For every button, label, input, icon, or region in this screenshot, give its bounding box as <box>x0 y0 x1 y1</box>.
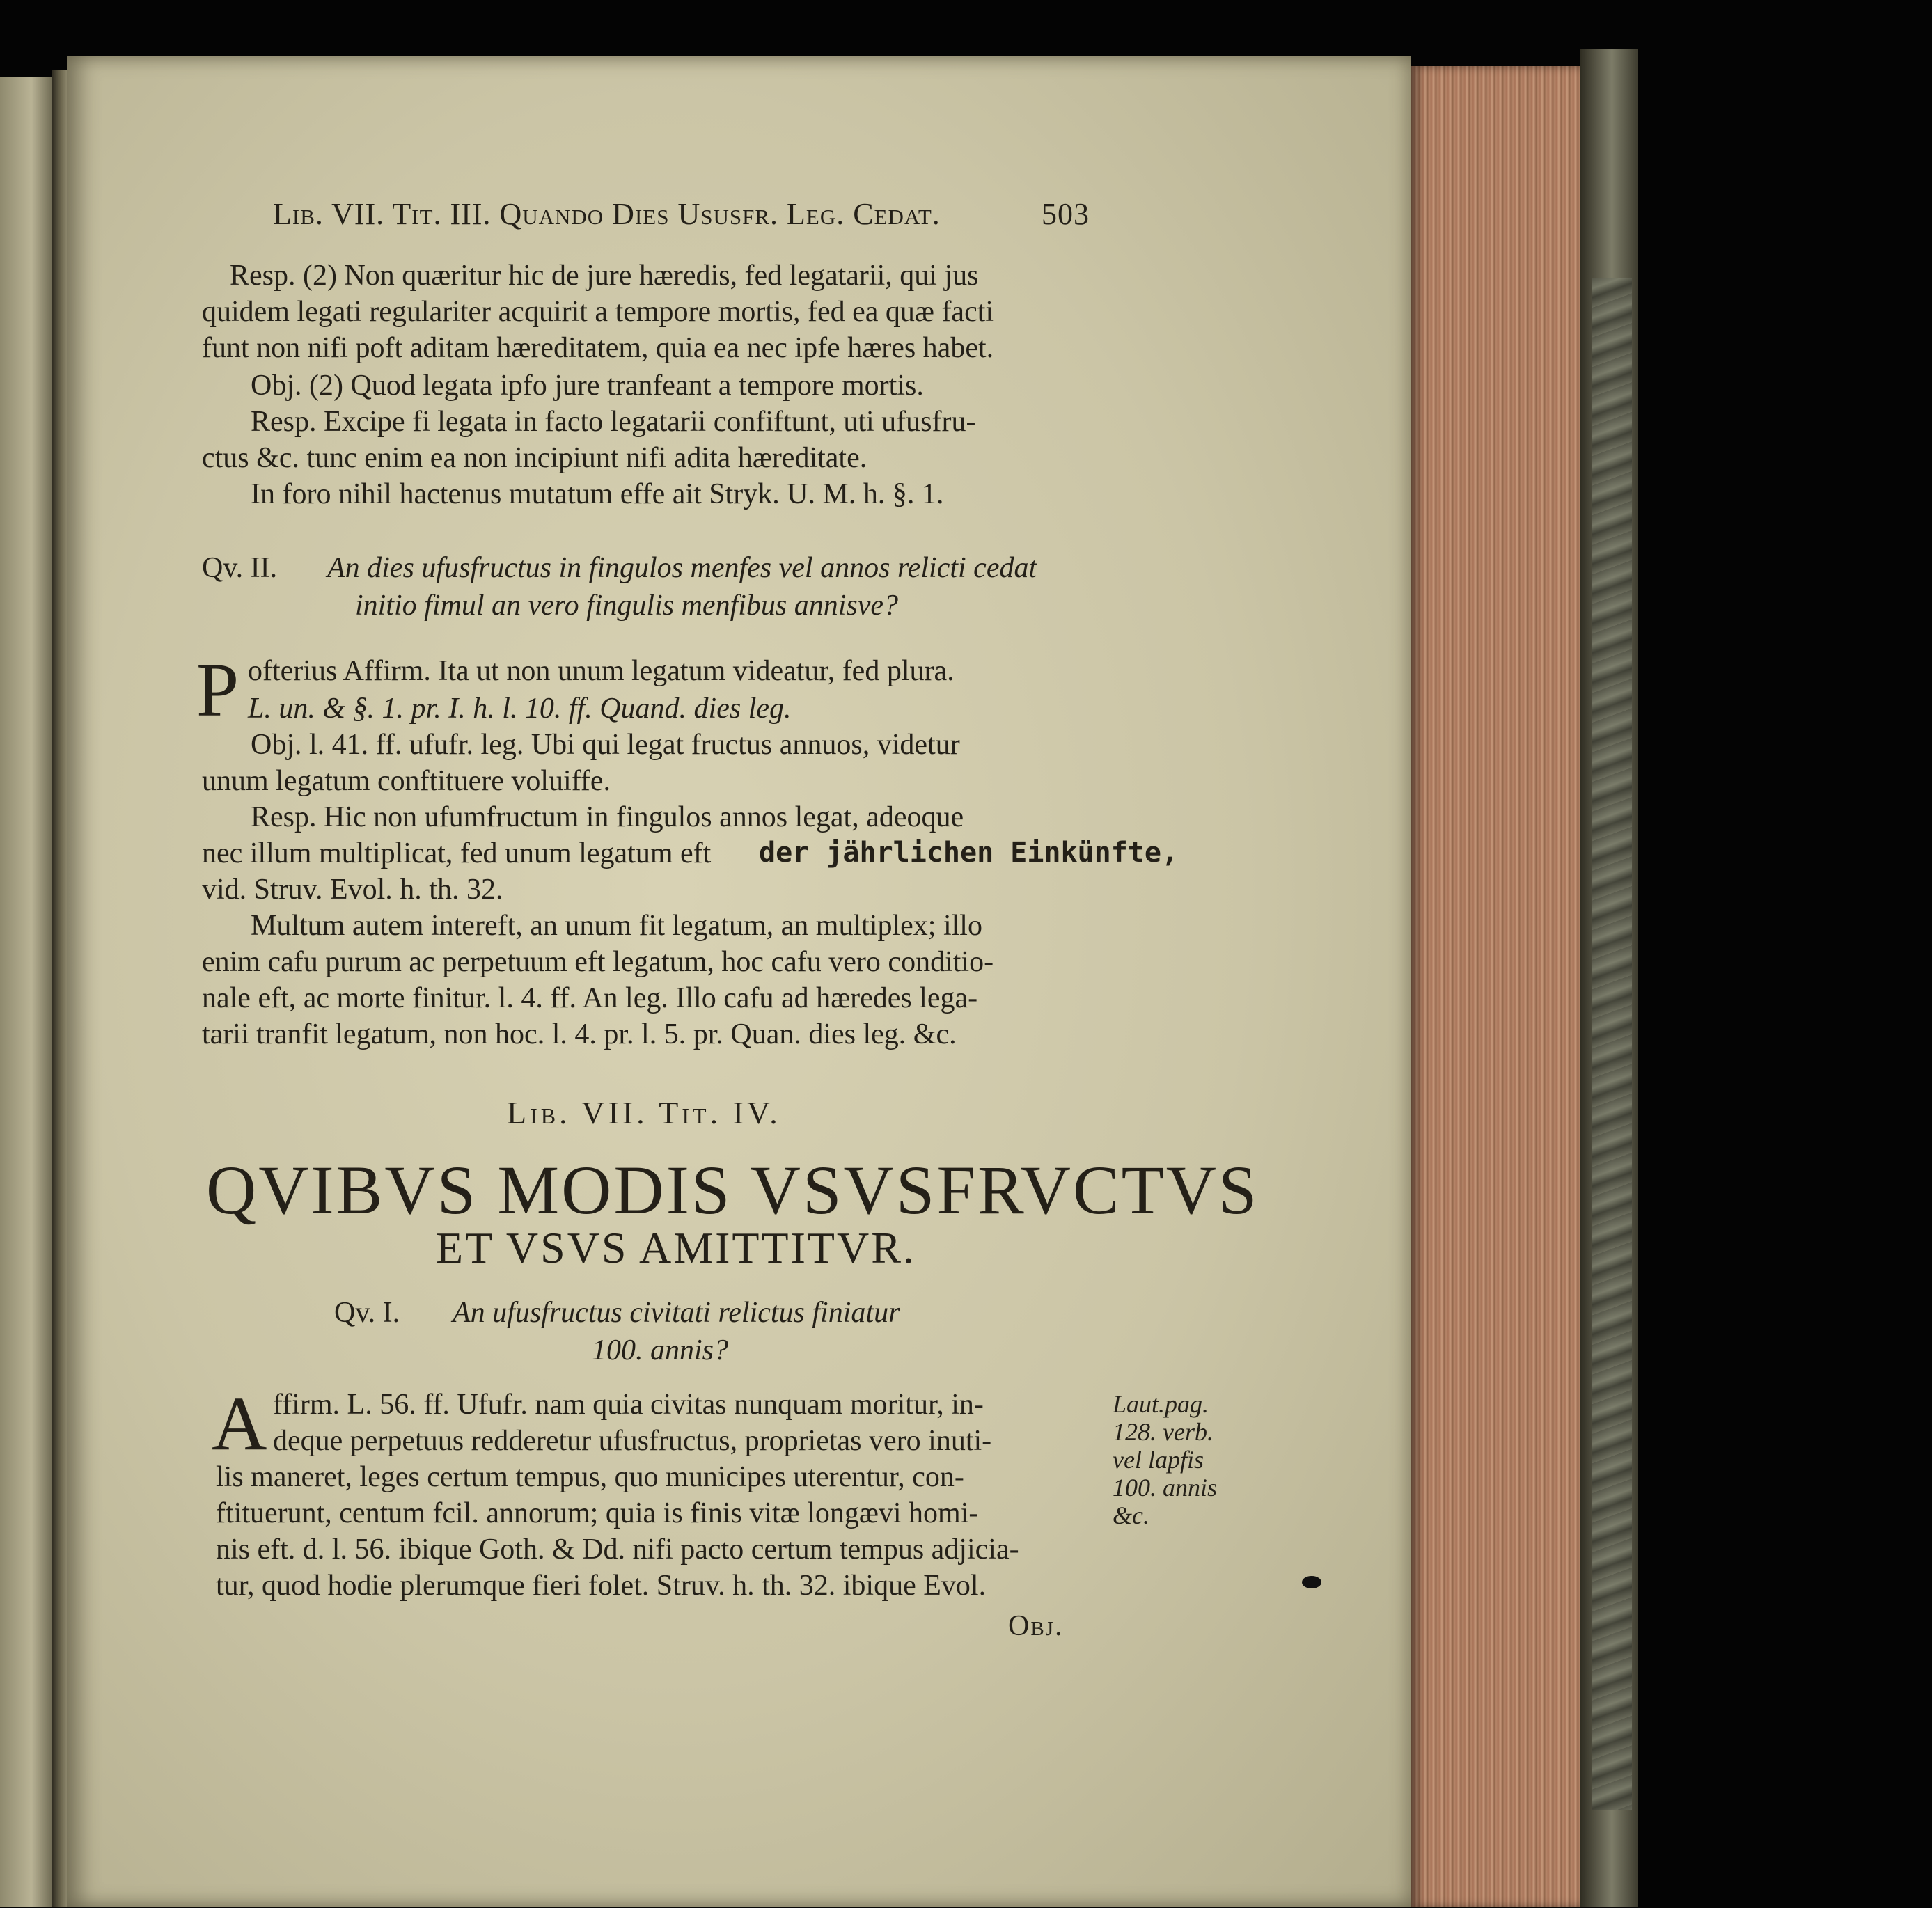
margin-note-line: 128. verb. <box>1113 1418 1214 1446</box>
question-text: 100. annis? <box>592 1334 729 1366</box>
drop-cap: A <box>212 1381 267 1466</box>
text-line: vid. Struv. Evol. h. th. 32. <box>202 874 503 906</box>
text-line: ffirm. L. 56. ff. Ufufr. nam quia civitas nunquam moritur, in- <box>273 1389 984 1421</box>
section-heading: Lib. VII. Tit. IV. <box>507 1095 781 1130</box>
text-line: Resp. (2) Non quæritur hic de jure hæredis, fed legatarii, qui jus <box>230 260 979 292</box>
section-title: QVIBVS MODIS VSVSFRVCTVS <box>206 1151 1259 1229</box>
page-edges <box>1411 66 1585 1907</box>
question-text: An dies ufusfructus in fingulos menfes vel annos relicti cedat <box>327 552 1037 584</box>
margin-note-line: vel lapfis <box>1113 1446 1204 1474</box>
text-line: nale eft, ac morte finitur. l. 4. ff. An leg. Illo cafu ad hæredes lega- <box>202 982 978 1014</box>
question-text: An ufusfructus civitati relictus finiatur <box>453 1297 900 1329</box>
text-line: ftituerunt, centum fcil. annorum; quia is finis vitæ longævi homi- <box>216 1497 979 1529</box>
text-line: nis eft. d. l. 56. ibique Goth. & Dd. nifi pacto certum tempus adjicia- <box>216 1534 1019 1566</box>
text-line: Obj. (2) Quod legata ipfo jure tranfeant a tempore mortis. <box>251 370 924 402</box>
cover-marbling <box>1592 278 1632 1810</box>
text-line: quidem legati regulariter acquirit a tempore mortis, fed ea quæ facti <box>202 296 994 328</box>
margin-note-line: Laut.pag. <box>1113 1390 1209 1418</box>
text-line: tur, quod hodie plerumque fieri folet. Struv. h. th. 32. ibique Evol. <box>216 1570 987 1602</box>
question-text: initio fimul an vero fingulis menfibus annisve? <box>355 590 899 622</box>
text-line: enim cafu purum ac perpetuum eft legatum, hoc cafu vero conditio- <box>202 946 994 978</box>
text-line: nec illum multiplicat, fed unum legatum eft <box>202 837 712 869</box>
catchword: Obj. <box>1008 1610 1064 1642</box>
text-line: lis maneret, leges certum tempus, quo municipes uterentur, con- <box>216 1461 964 1493</box>
text-line: Resp. Excipe fi legata in facto legatarii confiftunt, uti ufusfru- <box>251 406 976 438</box>
left-page-edge <box>0 77 57 1907</box>
margin-note-line: 100. annis <box>1113 1474 1218 1501</box>
page-number: 503 <box>1042 197 1090 231</box>
text-line: Obj. l. 41. ff. ufufr. leg. Ubi qui legat fructus annuos, videtur <box>251 729 960 761</box>
question-label: Qv. I. <box>334 1297 400 1329</box>
gothic-phrase: der jährlichen Einkünfte, <box>759 837 1179 869</box>
text-line: In foro nihil hactenus mutatum effe ait Stryk. U. M. h. §. 1. <box>251 478 944 510</box>
text-line: ofterius Affirm. Ita ut non unum legatum videatur, fed plura. <box>248 655 955 687</box>
text-line: funt non nifi poft aditam hæreditatem, quia ea nec ipfe hæres habet. <box>202 332 994 364</box>
text-line: unum legatum conftituere voluiffe. <box>202 765 611 797</box>
ink-spot <box>1302 1576 1321 1588</box>
question-label: Qv. II. <box>202 552 278 584</box>
running-title: Lib. VII. Tit. III. Quando Dies Ususfr. Leg. Cedat. <box>273 197 941 231</box>
section-subtitle: ET VSVS AMITTITVR. <box>436 1223 916 1272</box>
text-line: L. un. & §. 1. pr. I. h. l. 10. ff. Quand. dies leg. <box>248 693 792 725</box>
text-line: tarii tranfit legatum, non hoc. l. 4. pr. l. 5. pr. Quan. dies leg. &c. <box>202 1018 957 1050</box>
drop-cap: P <box>196 647 239 732</box>
text-line: deque perpetuus redderetur ufusfructus, proprietas vero inuti- <box>273 1425 992 1457</box>
text-line: Multum autem intereft, an unum fit legatum, an multiplex; illo <box>251 910 982 942</box>
text-line: Resp. Hic non ufumfructum in fingulos annos legat, adeoque <box>251 801 964 833</box>
text-line: ctus &c. tunc enim ea non incipiunt nifi adita hæreditate. <box>202 442 867 474</box>
margin-note-line: &c. <box>1113 1501 1149 1529</box>
